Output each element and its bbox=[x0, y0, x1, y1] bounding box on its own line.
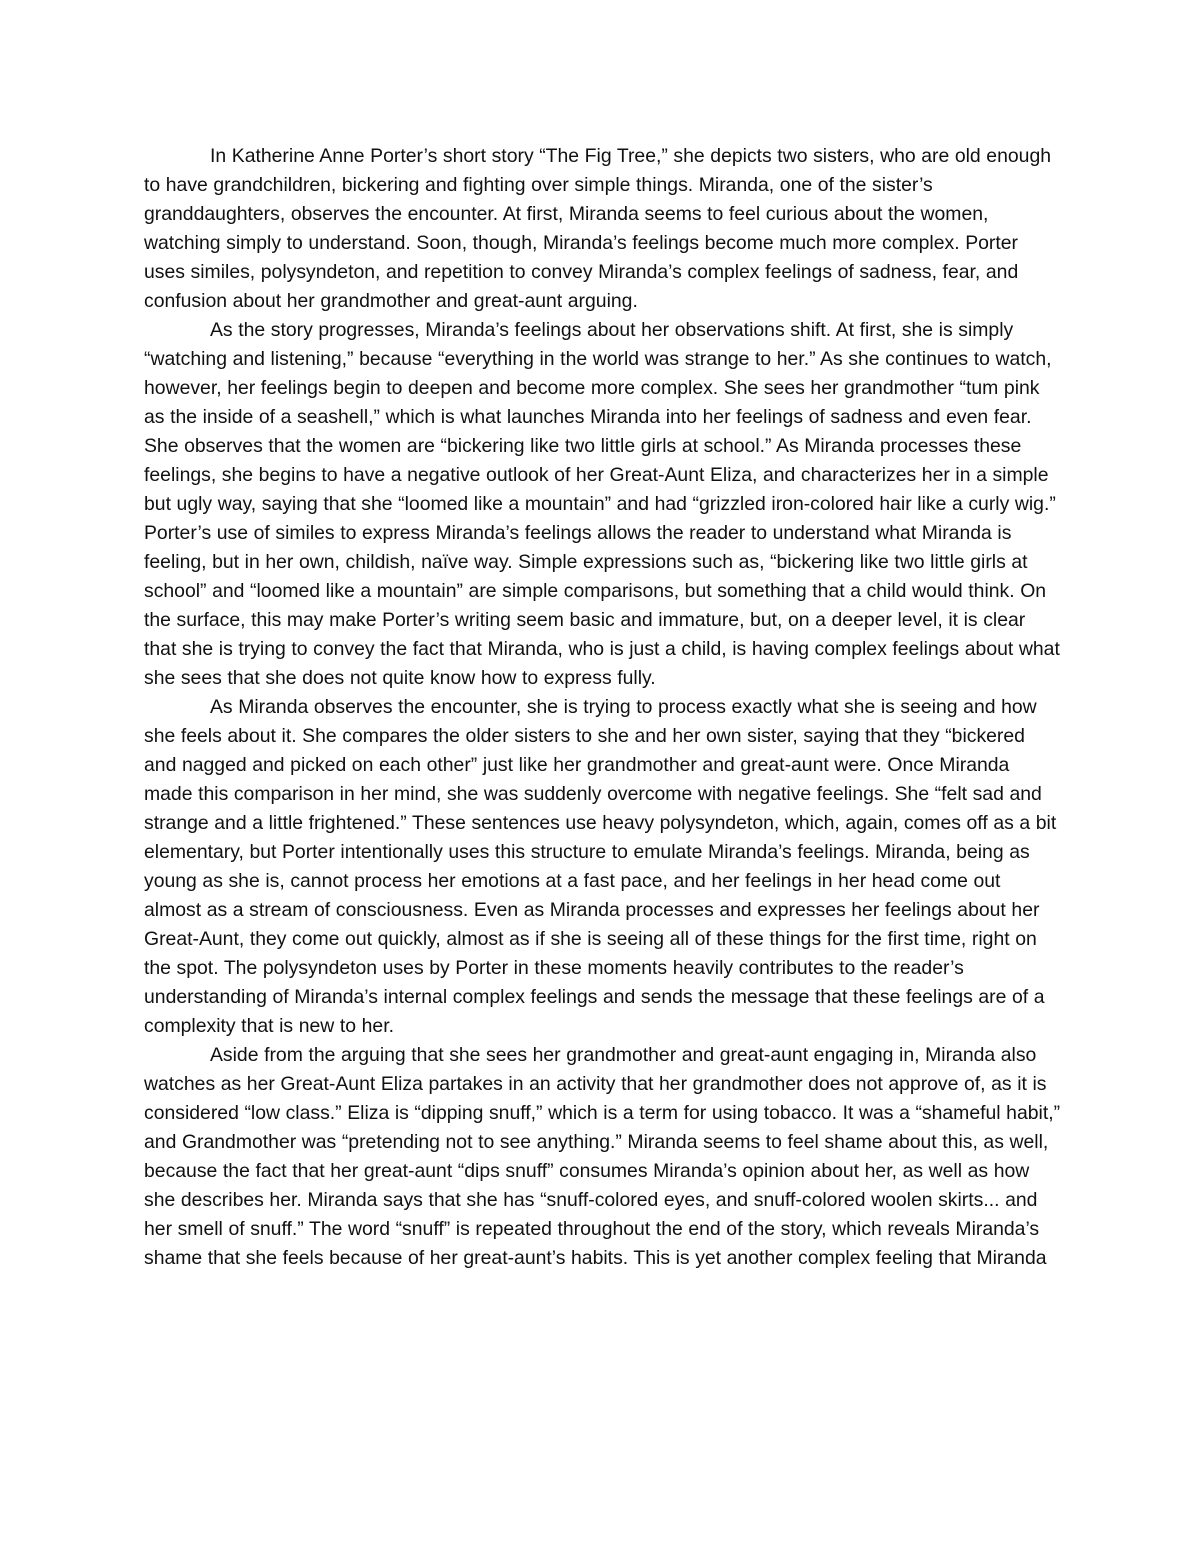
paragraph-1: In Katherine Anne Porter’s short story “The Fig Tree,” she depicts two sisters, who are old enough to have grandchildren, bickering and fighting over simple things. Miranda, one of the sister’s granddaughters, observes the encounter. At first, Miranda seems to feel curious about the women, watching simply to understand. Soon, though, Miranda’s feelings become much more complex. Porter uses similes, polysyndeton, and repetition to convey Miranda’s complex feelings of sadness, fear, and confusion about her grandmother and great-aunt arguing. bbox=[144, 145, 1052, 312]
paragraph-4: Aside from the arguing that she sees her grandmother and great-aunt engaging in, Miranda also watches as her Great-Aunt Eliza partakes in an activity that her grandmother does not approve of, as it is considered “low class.” Eliza is “dipping snuff,” which is a term for using tobacco. It was a “shameful habit,” and Grandmother was “pretending not to see anything.” Miranda seems to feel shame about this, as well, because the fact that her great-aunt “dips snuff” consumes Miranda’s opinion about her, as well as how she describes her. Miranda says that she has “snuff-colored eyes, and snuff-colored woolen skirts... and her smell of snuff.” The word “snuff” is repeated throughout the end of the story, which reveals Miranda’s shame that she feels because of her great-aunt’s habits. This is yet another complex feeling that Miranda bbox=[144, 1044, 1061, 1269]
paragraph-3: As Miranda observes the encounter, she is trying to process exactly what she is seeing and how she feels about it. She compares the older sisters to she and her own sister, saying that they “bickered and nagged and picked on each other” just like her grandmother and great-aunt were. Once Miranda made this comparison in her mind, she was suddenly overcome with negative feelings. She “felt sad and strange and a little frightened.” These sentences use heavy polysyndeton, which, again, comes off as a bit elementary, but Porter intentionally uses this structure to emulate Miranda’s feelings. Miranda, being as young as she is, cannot process her emotions at a fast pace, and her feelings in her head come out almost as a stream of consciousness. Even as Miranda processes and expresses her feelings about her Great-Aunt, they come out quickly, almost as if she is seeing all of these things for the first time, right on the spot. The polysyndeton uses by Porter in these moments heavily contributes to the reader’s understanding of Miranda’s internal complex feelings and sends the message that these feelings are of a complexity that is new to her. bbox=[144, 696, 1057, 1037]
essay-body bbox=[144, 142, 1062, 1273]
paragraph-2: As the story progresses, Miranda’s feelings about her observations shift. At first, she is simply “watching and listening,” because “everything in the world was strange to her.” As she continues to watch, however, her feelings begin to deepen and become more complex. She sees her grandmother “tum pink as the inside of a seashell,” which is what launches Miranda into her feelings of sadness and even fear. She observes that the women are “bickering like two little girls at school.” As Miranda processes these feelings, she begins to have a negative outlook of her Great-Aunt Eliza, and characterizes her in a simple but ugly way, saying that she “loomed like a mountain” and had “grizzled iron-colored hair like a curly wig.” Porter’s use of similes to express Miranda’s feelings allows the reader to understand what Miranda is feeling, but in her own, childish, naïve way. Simple expressions such as, “bickering like two little girls at school” and “loomed like a mountain” are simple comparisons, but something that a child would think. On the surface, this may make Porter’s writing seem basic and immature, but, on a deeper level, it is clear that she is trying to convey the fact that Miranda, who is just a child, is having complex feelings about what she sees that she does not quite know how to express fully. bbox=[144, 319, 1060, 689]
